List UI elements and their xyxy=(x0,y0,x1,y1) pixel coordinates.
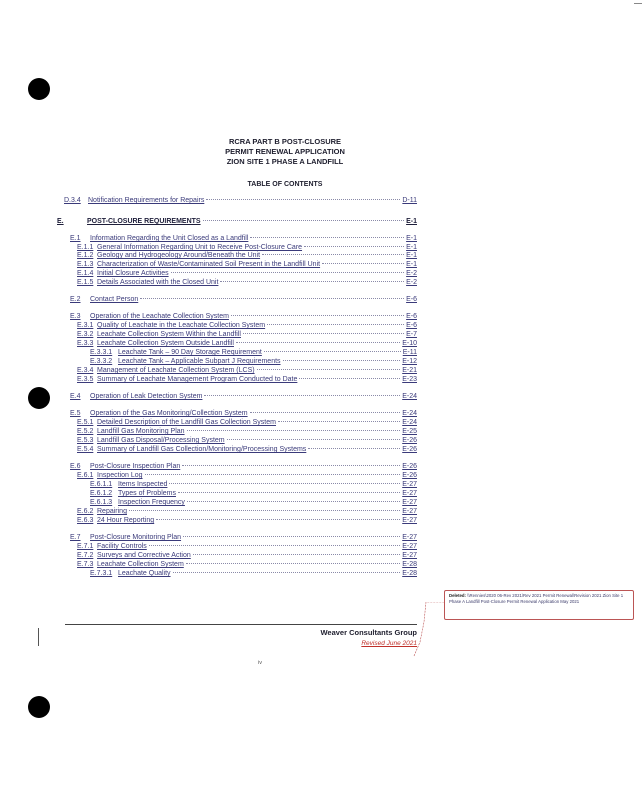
toc-entry[interactable] xyxy=(77,340,417,347)
dot-leader xyxy=(243,333,404,334)
toc-entry-number: E.1.2 xyxy=(77,252,94,259)
toc-entry-number: E.3.1 xyxy=(77,322,94,329)
toc-entry-number: E. xyxy=(57,218,64,225)
toc-entry-page: E-10 xyxy=(402,340,417,347)
toc-entry-number: E.1.5 xyxy=(77,279,94,286)
toc-entry-title: Leachate Tank – 90 Day Storage Requirement xyxy=(118,349,262,356)
toc-entry-page: E-24 xyxy=(402,419,417,426)
toc-heading: TABLE OF CONTENTS xyxy=(247,181,323,188)
toc-entry[interactable] xyxy=(90,490,417,497)
toc-entry[interactable] xyxy=(77,543,417,550)
tracked-change-comment[interactable] xyxy=(444,590,634,620)
toc-entry-page: E-12 xyxy=(402,358,417,365)
toc-entry[interactable] xyxy=(70,296,417,303)
dot-leader xyxy=(262,254,404,255)
dot-leader xyxy=(182,465,400,466)
toc-entry[interactable] xyxy=(77,508,417,515)
toc-entry-title: 24 Hour Reporting xyxy=(97,517,155,524)
toc-entry[interactable] xyxy=(70,463,417,470)
dot-leader xyxy=(145,474,401,475)
toc-entry-page: E-1 xyxy=(406,244,417,251)
toc-entry-page: E-1 xyxy=(406,218,417,225)
dot-leader xyxy=(278,421,400,422)
dot-leader xyxy=(178,492,400,493)
dot-leader xyxy=(173,572,401,573)
toc-entry[interactable] xyxy=(70,313,417,320)
toc-entry-number: E.7.1 xyxy=(77,543,94,550)
toc-entry[interactable] xyxy=(57,218,417,225)
toc-entry[interactable] xyxy=(77,244,417,251)
toc-entry-number: E.6.1.2 xyxy=(90,490,113,497)
toc-entry[interactable] xyxy=(77,517,417,524)
toc-entry-title: Geology and Hydrogeology Around/Beneath the Unit xyxy=(97,252,261,259)
toc-entry-page: E-6 xyxy=(406,322,417,329)
dot-leader xyxy=(187,501,400,502)
dot-leader xyxy=(250,237,404,238)
toc-entry-page: E-27 xyxy=(402,508,417,515)
toc-entry-title: Leachate Collection System xyxy=(97,561,184,568)
toc-entry-title: POST-CLOSURE REQUIREMENTS xyxy=(87,218,201,225)
toc-entry-number: E.3.2 xyxy=(77,331,94,338)
toc-entry-title: Contact Person xyxy=(90,296,139,303)
dot-leader xyxy=(308,448,400,449)
toc-entry-page: E-27 xyxy=(402,481,417,488)
toc-entry-title: Items Inspected xyxy=(118,481,168,488)
toc-entry-page: E-28 xyxy=(402,570,417,577)
dot-leader xyxy=(186,563,400,564)
toc-entry-title: Characterization of Waste/Contaminated Soil Present in the Landfill Unit xyxy=(97,261,321,268)
toc-entry-page: E-27 xyxy=(402,490,417,497)
toc-entry-page: E-26 xyxy=(402,446,417,453)
toc-entry-number: E.5.4 xyxy=(77,446,94,453)
toc-entry-title: General Information Regarding Unit to Receive Post-Closure Care xyxy=(97,244,303,251)
dot-leader xyxy=(231,315,404,316)
toc-entry-number: E.7.2 xyxy=(77,552,94,559)
toc-entry-page: E-27 xyxy=(402,543,417,550)
toc-entry-page: E-11 xyxy=(402,349,417,356)
dot-leader xyxy=(206,199,400,200)
toc-entry[interactable] xyxy=(77,552,417,559)
toc-entry[interactable] xyxy=(70,534,417,541)
revision-date: Revised June 2021 xyxy=(361,640,417,647)
dot-leader xyxy=(149,545,400,546)
toc-entry-title: Post-Closure Monitoring Plan xyxy=(90,534,182,541)
toc-entry-number: E.3 xyxy=(70,313,81,320)
toc-entry-number: E.5.3 xyxy=(77,437,94,444)
toc-entry-title: Summary of Landfill Gas Collection/Monitoring/Processing Systems xyxy=(97,446,307,453)
dot-leader xyxy=(204,395,400,396)
toc-entry-number: E.1.1 xyxy=(77,244,94,251)
toc-entry-page: E-26 xyxy=(402,437,417,444)
dot-leader xyxy=(183,536,400,537)
toc-entry-number: E.3.3.2 xyxy=(90,358,113,365)
toc-entry-number: E.3.4 xyxy=(77,367,94,374)
toc-entry-title: Repairing xyxy=(97,508,127,515)
toc-entry-page: E-1 xyxy=(406,252,417,259)
toc-entry-page: E-2 xyxy=(406,270,417,277)
toc-entry-title: Information Regarding the Unit Closed as a Landfill xyxy=(90,235,249,242)
toc-entry-page: E-25 xyxy=(402,428,417,435)
dot-leader xyxy=(304,246,404,247)
title-line-2: PERMIT RENEWAL APPLICATION xyxy=(225,147,345,156)
toc-entry-page: E-21 xyxy=(402,367,417,374)
toc-entry[interactable] xyxy=(77,561,417,568)
toc-entry-number: E.5.2 xyxy=(77,428,94,435)
toc-entry-number: E.5.1 xyxy=(77,419,94,426)
dot-leader xyxy=(187,430,401,431)
toc-entry-page: E-27 xyxy=(402,517,417,524)
toc-entry-title: Operation of Leak Detection System xyxy=(90,393,203,400)
toc-entry-title: Facility Controls xyxy=(97,543,147,550)
toc-entry[interactable] xyxy=(77,428,417,435)
toc-entry-number: E.1.3 xyxy=(77,261,94,268)
toc-entry-title: Post-Closure Inspection Plan xyxy=(90,463,181,470)
toc-entry[interactable] xyxy=(77,270,417,277)
title-line-3: ZION SITE 1 PHASE A LANDFILL xyxy=(226,157,344,166)
toc-entry-page: E-26 xyxy=(402,472,417,479)
change-bar xyxy=(38,628,39,646)
toc-entry-number: E.3.3.1 xyxy=(90,349,113,356)
toc-entry-number: E.5 xyxy=(70,410,81,417)
dot-leader xyxy=(156,519,400,520)
toc-entry-page: E-27 xyxy=(402,552,417,559)
toc-entry[interactable] xyxy=(77,261,417,268)
toc-entry-number: E.6.3 xyxy=(77,517,94,524)
dot-leader xyxy=(236,342,400,343)
toc-entry-title: Management of Leachate Collection System (LCS) xyxy=(97,367,255,374)
comment-label: Deleted: xyxy=(449,593,466,598)
toc-entry[interactable] xyxy=(70,235,417,242)
dot-leader xyxy=(171,272,405,273)
toc-entry-number: E.1 xyxy=(70,235,81,242)
toc-entry[interactable] xyxy=(90,481,417,488)
toc-entry-number: E.6.1.1 xyxy=(90,481,113,488)
toc-entry[interactable] xyxy=(90,499,417,506)
toc-entry[interactable] xyxy=(90,349,417,356)
title-line-1: RCRA PART B POST-CLOSURE xyxy=(228,137,342,146)
toc-entry-number: E.7.3 xyxy=(77,561,94,568)
toc-entry-title: Landfill Gas Monitoring Plan xyxy=(97,428,185,435)
toc-entry-title: Details Associated with the Closed Unit xyxy=(97,279,219,286)
dot-leader xyxy=(283,360,401,361)
toc-entry[interactable] xyxy=(77,279,417,286)
toc-entry-title: Surveys and Corrective Action xyxy=(97,552,191,559)
toc-entry[interactable] xyxy=(77,367,417,374)
dot-leader xyxy=(203,220,405,221)
toc-entry-title: Initial Closure Activities xyxy=(97,270,169,277)
toc-entry-number: E.1.4 xyxy=(77,270,94,277)
dot-leader xyxy=(299,378,400,379)
toc-entry-number: E.6.2 xyxy=(77,508,94,515)
toc-entry-page: E-6 xyxy=(406,313,417,320)
toc-entry-number: E.6.1.3 xyxy=(90,499,113,506)
toc-entry-number: E.3.3 xyxy=(77,340,94,347)
toc-entry-page: E-27 xyxy=(402,499,417,506)
toc-entry-title: Notification Requirements for Repairs xyxy=(88,197,205,204)
toc-entry-page: E-27 xyxy=(402,534,417,541)
dot-leader xyxy=(220,281,404,282)
dot-leader xyxy=(322,263,404,264)
toc-entry[interactable] xyxy=(77,419,417,426)
toc-entry[interactable] xyxy=(77,437,417,444)
toc-entry-title: Detailed Description of the Landfill Gas Collection System xyxy=(97,419,276,426)
toc-entry-number: E.6 xyxy=(70,463,81,470)
toc-entry-page: E-1 xyxy=(406,261,417,268)
toc-entry-number: E.4 xyxy=(70,393,81,400)
toc-entry[interactable] xyxy=(90,570,417,577)
toc-entry-page: E-6 xyxy=(406,296,417,303)
dot-leader xyxy=(227,439,401,440)
toc-entry-title: Quality of Leachate in the Leachate Collection System xyxy=(97,322,266,329)
toc-entry-title: Leachate Quality xyxy=(118,570,171,577)
toc-entry-number: E.7.3.1 xyxy=(90,570,113,577)
toc-entry-title: Operation of the Leachate Collection System xyxy=(90,313,229,320)
toc-entry-page: E-28 xyxy=(402,561,417,568)
toc-entry-number: E.3.5 xyxy=(77,376,94,383)
dot-leader xyxy=(169,483,400,484)
toc-entry-title: Inspection Log xyxy=(97,472,143,479)
toc-entry-page: D-11 xyxy=(402,197,417,204)
toc-entry-page: E-24 xyxy=(402,393,417,400)
toc-entry[interactable] xyxy=(70,410,417,417)
toc-entry[interactable] xyxy=(77,446,417,453)
toc-entry-number: E.6.1 xyxy=(77,472,94,479)
toc-entry[interactable] xyxy=(77,472,417,479)
toc-entry-title: Leachate Collection System Outside Landfill xyxy=(97,340,234,347)
toc-entry[interactable] xyxy=(77,331,417,338)
toc-entry-page: E-24 xyxy=(402,410,417,417)
page-number: iv xyxy=(258,660,262,666)
toc-entry-number: E.7 xyxy=(70,534,81,541)
dot-leader xyxy=(129,510,400,511)
dot-leader xyxy=(193,554,400,555)
toc-entry-title: Summary of Leachate Management Program Conducted to Date xyxy=(97,376,298,383)
toc-entry[interactable] xyxy=(70,393,417,400)
toc-entry-title: Inspection Frequency xyxy=(118,499,185,506)
toc-entry-number: D.3.4 xyxy=(64,197,81,204)
company-name: Weaver Consultants Group xyxy=(320,628,417,637)
toc-entry-page: E-1 xyxy=(406,235,417,242)
comment-text: \\Rennies\2020 06-Rev 2021\Rev 2021 Permit Renewal\Revision 2021 Zion Site 1 Phase A Landfill Post-Closure Permit Renewal Application May 2021 xyxy=(449,593,624,604)
toc-entry[interactable] xyxy=(77,252,417,259)
dot-leader xyxy=(267,324,404,325)
toc-entry-title: Landfill Gas Disposal/Processing System xyxy=(97,437,225,444)
dot-leader xyxy=(250,412,401,413)
toc-entry-number: E.2 xyxy=(70,296,81,303)
toc-entry[interactable] xyxy=(77,322,417,329)
toc-entry-title: Leachate Tank – Applicable Subpart J Requirements xyxy=(118,358,281,365)
toc-entry-page: E-7 xyxy=(406,331,417,338)
toc-entry-page: E-2 xyxy=(406,279,417,286)
toc-entry-title: Types of Problems xyxy=(118,490,176,497)
toc-entry[interactable] xyxy=(77,376,417,383)
toc-entry[interactable] xyxy=(64,197,417,204)
toc-entry-title: Operation of the Gas Monitoring/Collection System xyxy=(90,410,248,417)
toc-entry[interactable] xyxy=(90,358,417,365)
dot-leader xyxy=(257,369,401,370)
toc-entry-title: Leachate Collection System Within the Landfill xyxy=(97,331,241,338)
footer-rule xyxy=(65,624,417,625)
dot-leader xyxy=(140,298,404,299)
punch-hole xyxy=(28,696,50,718)
dot-leader xyxy=(264,351,401,352)
toc-entry-page: E-23 xyxy=(402,376,417,383)
toc-entry-page: E-26 xyxy=(402,463,417,470)
